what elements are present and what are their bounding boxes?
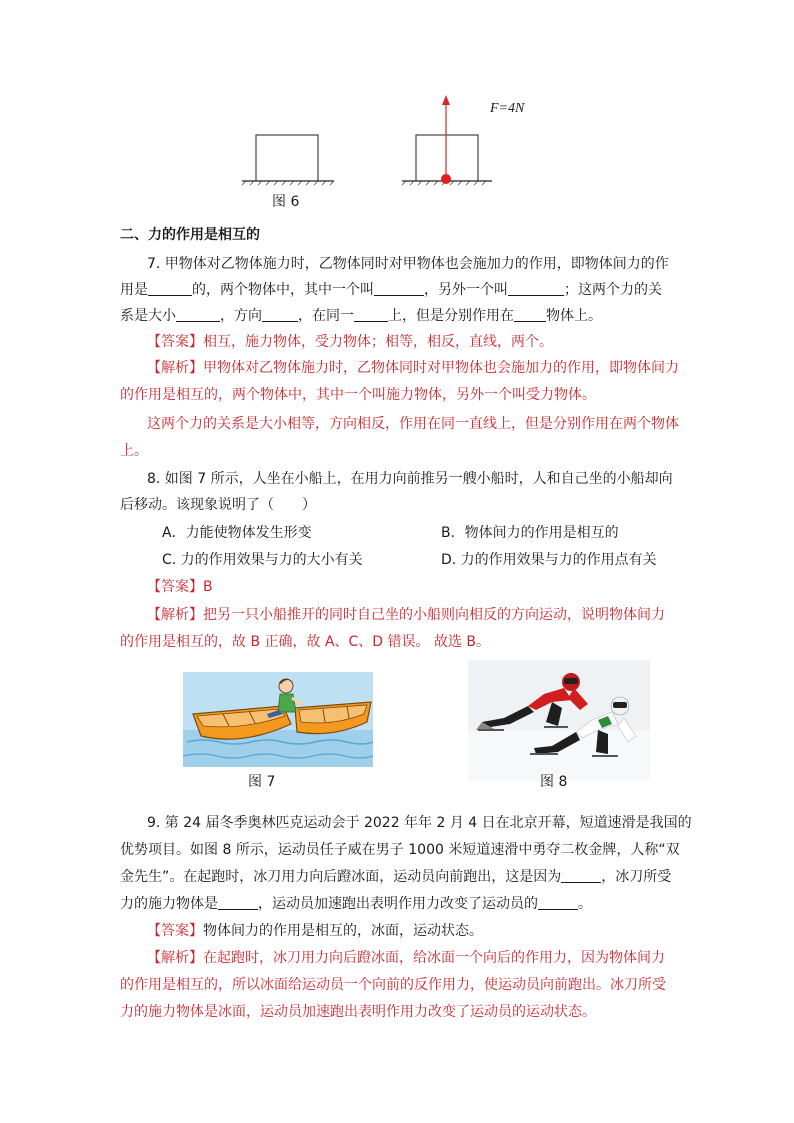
q7-analysis-1: 【解析】甲物体对乙物体施力时，乙物体同时对甲物体也会施加力的作用，即物体间力: [147, 360, 679, 376]
q8-line-2: 后移动。该现象说明了（ ）: [120, 497, 316, 513]
q8-analysis-1: 【解析】把另一只小船推开的同时自己坐的小船则向相反的方向运动，说明物体间力: [147, 607, 665, 623]
q8-option-b: B．物体间力的作用是相互的: [441, 525, 619, 541]
figure-8-skaters-image: [468, 660, 650, 780]
q9-answer: 【答案】物体间力的作用是相互的，冰面，运动状态。: [147, 923, 483, 939]
q8-answer: 【答案】B: [147, 579, 213, 595]
figure-7-boats-image: [183, 672, 373, 767]
figure-6-caption: 图 6: [272, 194, 300, 210]
q9-line-4: 力的施力物体是 ，运动员加速跑出表明作用力改变了运动员的 。: [120, 896, 592, 912]
block-left: [256, 135, 318, 181]
force-label: F=4N: [490, 101, 525, 116]
q9-analysis-3: 力的施力物体是冰面，运动员加速跑出表明作用力改变了运动员的运动状态。: [120, 1004, 596, 1020]
q9-analysis-1: 【解析】在起跑时，冰刀用力向后蹬冰面，给冰面一个向后的作用力，因为物体间力: [147, 950, 665, 966]
q7-analysis-4: 上。: [120, 443, 148, 459]
section-2-heading: 二、力的作用是相互的: [120, 227, 260, 243]
q9-line-1: 9. 第 24 届冬季奥林匹克运动会于 2022 年年 2 月 4 日在北京开幕，短道速滑是我国的: [147, 815, 692, 831]
block-right: [416, 135, 478, 181]
q7-line-2: 用是 的，两个物体中，其中一个叫 ，另外一个叫 ；这两个力的关: [120, 282, 662, 298]
q9-line-3: 金先生”。在起跑时，冰刀用力向后蹬冰面，运动员向前跑出，这是因为 ，冰刀所受: [120, 869, 672, 885]
q7-analysis-2: 的作用是相互的，两个物体中，其中一个叫施力物体，另外一个叫受力物体。: [120, 387, 596, 403]
force-point-icon: [441, 174, 451, 184]
force-arrow-head: [442, 95, 450, 105]
q8-line-1: 8. 如图 7 所示，人坐在小船上，在用力向前推另一艘小船时，人和自己坐的小船却向: [147, 471, 673, 487]
figure-7-caption: 图 7: [248, 774, 276, 790]
q7-line-3: 系是大小 ，方向 ，在同一 上，但是分别作用在 物体上。: [120, 308, 602, 324]
q8-analysis-2: 的作用是相互的，故 B 正确，故 A、C、D 错误。 故选 B。: [120, 634, 491, 650]
q7-analysis-3: 这两个力的关系是大小相等，方向相反，作用在同一直线上，但是分别作用在两个物体: [147, 416, 679, 432]
q9-line-2: 优势项目。如图 8 所示，运动员任子威在男子 1000 米短道速滑中勇夺二枚金牌，人称“双: [120, 842, 680, 858]
figure-8-caption: 图 8: [540, 774, 568, 790]
q7-answer: 【答案】相互，施力物体，受力物体；相等，相反，直线，两个。: [147, 334, 553, 350]
q7-line-1: 7. 甲物体对乙物体施力时，乙物体同时对甲物体也会施加力的作用，即物体间力的作: [147, 256, 669, 272]
q8-option-c: C. 力的作用效果与力的大小有关: [162, 552, 363, 568]
q8-option-d: D. 力的作用效果与力的作用点有关: [441, 552, 657, 568]
q9-analysis-2: 的作用是相互的，所以冰面给运动员一个向前的反作用力，使运动员向前跑出。冰刀所受: [120, 977, 666, 993]
q8-option-a: A．力能使物体发生形变: [162, 525, 312, 541]
